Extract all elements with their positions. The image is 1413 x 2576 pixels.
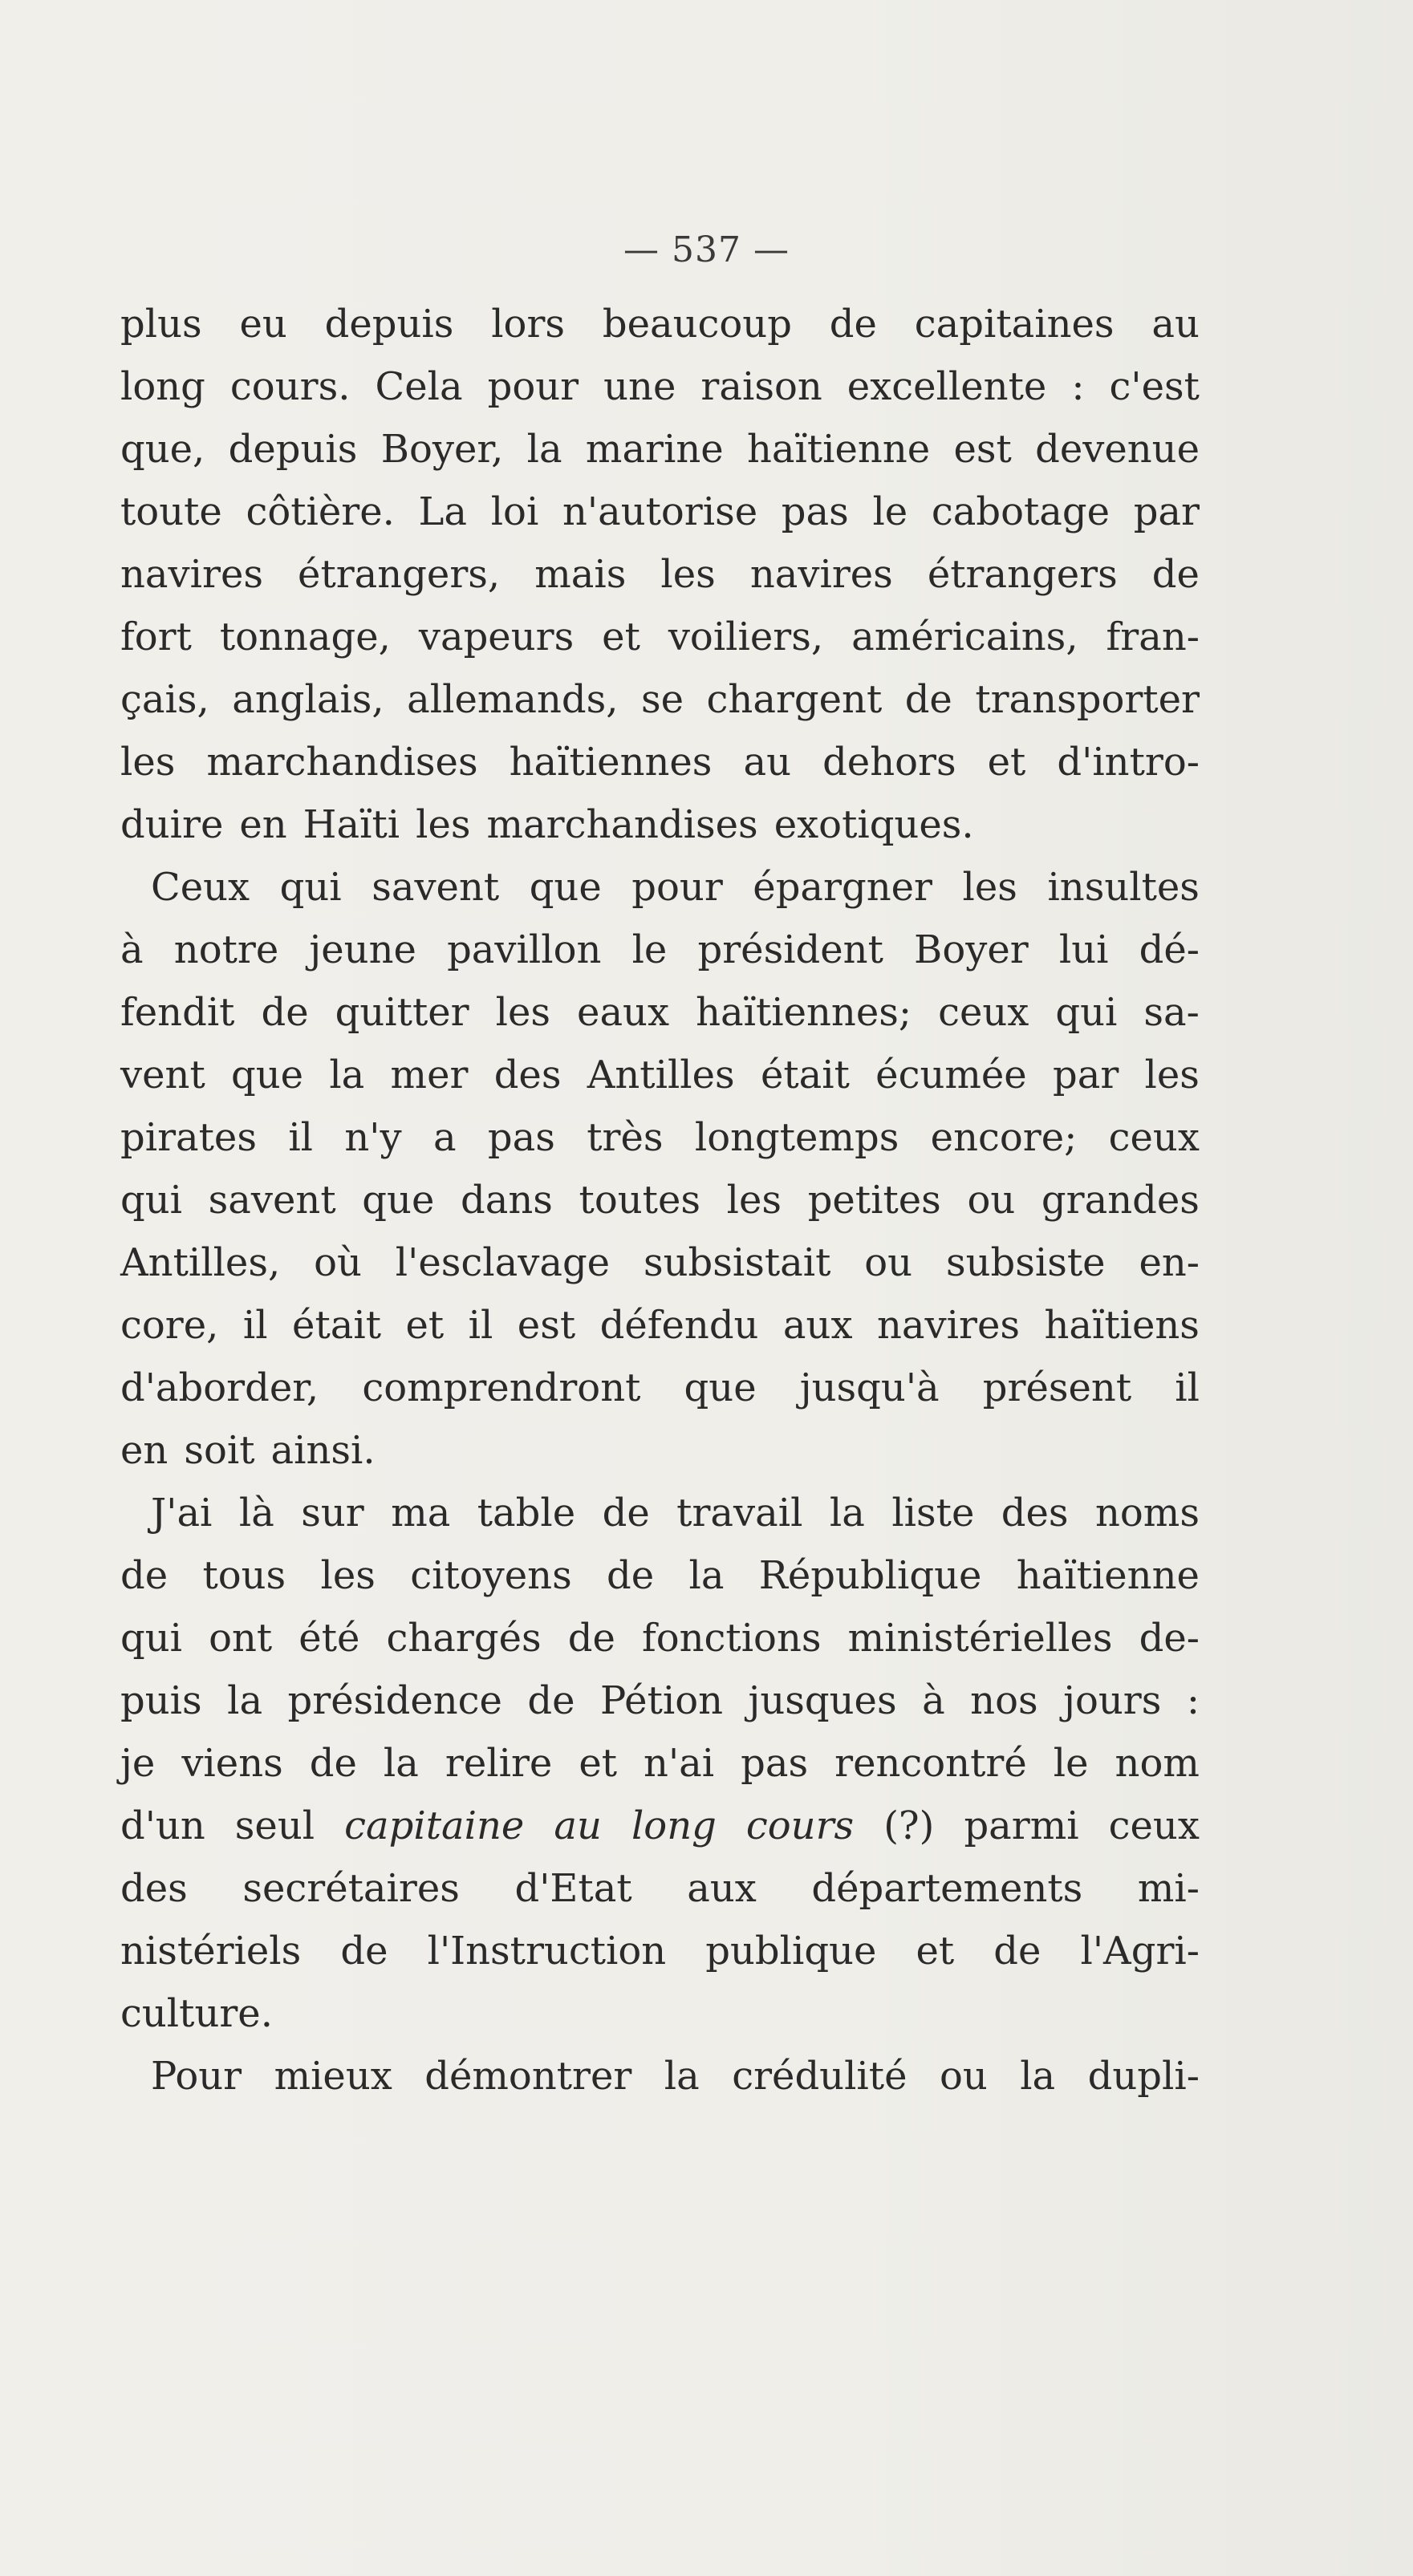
word: de xyxy=(602,1491,650,1535)
word: qui xyxy=(120,1616,182,1661)
word: de xyxy=(309,1741,357,1786)
word: président xyxy=(697,927,883,972)
word: et xyxy=(602,615,640,659)
text-line xyxy=(120,1920,1200,1982)
word: notre xyxy=(173,927,279,972)
word: de- xyxy=(1139,1616,1200,1661)
word: que xyxy=(231,1053,304,1097)
word: nistériels xyxy=(120,1929,302,1974)
word: départements xyxy=(811,1866,1083,1911)
text-line xyxy=(120,793,1200,856)
word: Antilles xyxy=(587,1053,735,1097)
word: ceux xyxy=(938,990,1029,1035)
word: petites xyxy=(807,1178,941,1223)
word: cours. xyxy=(229,364,351,409)
word: il xyxy=(1175,1365,1200,1410)
word: savent xyxy=(372,865,500,910)
word: mer xyxy=(390,1053,469,1097)
word: exotiques. xyxy=(773,802,974,847)
word: haïtienne xyxy=(746,427,931,472)
word: citoyens xyxy=(410,1553,572,1598)
text-line xyxy=(120,856,1200,919)
word: de xyxy=(120,1553,169,1598)
word: se xyxy=(641,677,684,722)
text-line xyxy=(120,1294,1200,1357)
word: pas xyxy=(781,489,849,534)
word: toutes xyxy=(579,1178,700,1223)
word: qui xyxy=(120,1178,182,1223)
word: grandes xyxy=(1041,1178,1200,1223)
word: excellente xyxy=(847,364,1047,409)
word: l'Instruction xyxy=(427,1929,667,1974)
text-line xyxy=(120,1482,1200,1544)
word: et xyxy=(916,1929,955,1974)
word: la xyxy=(329,1053,365,1097)
word: une xyxy=(603,364,676,409)
word: transporter xyxy=(975,677,1200,722)
word: d'intro- xyxy=(1057,740,1200,785)
word: jeune xyxy=(309,927,416,972)
word: et xyxy=(987,740,1026,785)
word: La xyxy=(418,489,468,534)
word: loi xyxy=(490,489,539,534)
word: n'ai xyxy=(644,1741,715,1786)
word: vapeurs xyxy=(418,615,575,659)
word: de xyxy=(340,1929,388,1974)
word: en xyxy=(239,802,287,847)
text-line xyxy=(120,418,1200,481)
word: été xyxy=(298,1616,360,1661)
word: les xyxy=(416,802,471,847)
word: vent xyxy=(120,1053,205,1097)
word: la xyxy=(227,1678,263,1723)
word: et xyxy=(405,1303,445,1348)
word: au xyxy=(1151,302,1200,347)
word: haïtiennes xyxy=(509,740,713,785)
word: fendit xyxy=(120,990,235,1035)
word: navires xyxy=(120,552,263,597)
word: lors xyxy=(491,302,566,347)
word: n'autorise xyxy=(562,489,758,534)
word: seul xyxy=(234,1803,315,1848)
word: fran- xyxy=(1106,615,1200,659)
word: par xyxy=(1133,489,1200,534)
word: eaux xyxy=(577,990,670,1035)
word: table xyxy=(477,1491,576,1535)
word: de xyxy=(829,302,877,347)
word: pour xyxy=(487,364,579,409)
word: étrangers xyxy=(927,552,1118,597)
word: des xyxy=(120,1866,188,1911)
word: Boyer, xyxy=(380,427,504,472)
word: depuis xyxy=(228,427,358,472)
word: core, xyxy=(120,1303,219,1348)
text-line xyxy=(120,606,1200,668)
word: que xyxy=(684,1365,757,1410)
word: duire xyxy=(120,802,224,847)
word: tonnage, xyxy=(219,615,391,659)
word: qui xyxy=(279,865,342,910)
word: a xyxy=(432,1115,457,1160)
word: puis xyxy=(120,1678,202,1723)
text-line xyxy=(120,1607,1200,1669)
word: la xyxy=(664,2054,700,2099)
text-line xyxy=(120,481,1200,543)
word: Boyer xyxy=(914,927,1029,972)
word: de xyxy=(261,990,309,1035)
word: marchandises xyxy=(486,802,758,847)
word: subsiste xyxy=(945,1240,1106,1285)
text-line xyxy=(120,731,1200,793)
word: : xyxy=(1186,1678,1200,1723)
text-line xyxy=(120,355,1200,418)
word: ou xyxy=(864,1240,913,1285)
text-line xyxy=(120,2045,1200,2107)
word: marine xyxy=(585,427,724,472)
text-line xyxy=(120,1544,1200,1607)
text-line xyxy=(120,1669,1200,1732)
word: ou xyxy=(939,2054,988,2099)
word: les xyxy=(660,552,716,597)
word: les xyxy=(1144,1053,1200,1097)
word: présent xyxy=(982,1365,1132,1410)
word: mais xyxy=(534,552,627,597)
word: toute xyxy=(120,489,222,534)
word: fonctions xyxy=(641,1616,822,1661)
word: encore; xyxy=(930,1115,1078,1160)
word: où xyxy=(314,1240,362,1285)
word: c'est xyxy=(1109,364,1200,409)
word: et xyxy=(579,1741,618,1786)
word: épargner xyxy=(753,865,932,910)
word: jours xyxy=(1063,1678,1162,1723)
word: secrétaires xyxy=(242,1866,460,1911)
word: la xyxy=(383,1741,419,1786)
word: Pétion xyxy=(600,1678,724,1723)
word: de xyxy=(567,1616,615,1661)
word: les xyxy=(962,865,1017,910)
word: dé- xyxy=(1139,927,1200,972)
word: défendu xyxy=(599,1303,759,1348)
word: pour xyxy=(631,865,723,910)
word: République xyxy=(758,1553,982,1598)
word: ceux xyxy=(1108,1803,1200,1848)
word: haïtiennes; xyxy=(696,990,912,1035)
word: Antilles, xyxy=(120,1240,281,1285)
word: haïtienne xyxy=(1016,1553,1200,1598)
word: de xyxy=(993,1929,1041,1974)
text-line xyxy=(120,1231,1200,1294)
word: dupli- xyxy=(1087,2054,1200,2099)
word: travail xyxy=(676,1491,803,1535)
word: marchandises xyxy=(206,740,478,785)
text-line xyxy=(120,919,1200,981)
word: ceux xyxy=(1108,1115,1200,1160)
word: est xyxy=(517,1303,576,1348)
word: très xyxy=(587,1115,664,1160)
text-line xyxy=(120,1357,1200,1419)
word: qui xyxy=(1055,990,1118,1035)
text-line xyxy=(120,668,1200,731)
word: capitaine xyxy=(344,1803,525,1848)
word: subsistait xyxy=(643,1240,831,1285)
word: américains, xyxy=(851,615,1078,659)
text-line xyxy=(120,1795,1200,1857)
word: de xyxy=(607,1553,655,1598)
body-text xyxy=(120,293,1200,2107)
word: beaucoup xyxy=(602,302,792,347)
word: viens xyxy=(181,1741,283,1786)
word: capitaines xyxy=(914,302,1115,347)
word: des xyxy=(493,1053,562,1097)
word: ainsi. xyxy=(270,1428,376,1473)
word: chargés xyxy=(386,1616,542,1661)
word: dehors xyxy=(822,740,956,785)
word: savent xyxy=(208,1178,336,1223)
word: allemands, xyxy=(407,677,619,722)
word: : xyxy=(1071,364,1085,409)
word: J'ai xyxy=(151,1491,213,1535)
word: liste xyxy=(891,1491,975,1535)
word: culture. xyxy=(120,1991,273,2036)
text-line xyxy=(120,1169,1200,1231)
word: publique xyxy=(705,1929,877,1974)
word: pas xyxy=(741,1741,809,1786)
word: tous xyxy=(202,1553,286,1598)
word: en- xyxy=(1139,1240,1200,1285)
text-line xyxy=(120,1982,1200,2045)
word: démontrer xyxy=(424,2054,632,2099)
word: de xyxy=(1151,552,1200,597)
text-line xyxy=(120,293,1200,355)
page-number: — 537 — xyxy=(623,229,790,270)
word: le xyxy=(872,489,908,534)
word: depuis xyxy=(324,302,454,347)
word: comprendront xyxy=(362,1365,641,1410)
word: présidence xyxy=(287,1678,502,1723)
word: l'Agri- xyxy=(1080,1929,1200,1974)
word: rencontré xyxy=(834,1741,1027,1786)
word: quitter xyxy=(335,990,469,1035)
word: à xyxy=(922,1678,945,1723)
word: en xyxy=(120,1428,169,1473)
word: de xyxy=(904,677,952,722)
text-line xyxy=(120,1732,1200,1795)
word: navires xyxy=(877,1303,1020,1348)
word: la xyxy=(829,1491,865,1535)
word: écumée xyxy=(875,1053,1027,1097)
word: fort xyxy=(120,615,192,659)
word: Ceux xyxy=(151,865,250,910)
word: d'Etat xyxy=(514,1866,632,1911)
word: à xyxy=(120,927,144,972)
word: la xyxy=(688,1553,725,1598)
word: les xyxy=(320,1553,376,1598)
word: d'aborder, xyxy=(120,1365,319,1410)
word: devenue xyxy=(1035,427,1200,472)
word: au xyxy=(743,740,792,785)
text-line xyxy=(120,543,1200,606)
word: long xyxy=(120,364,205,409)
word: mieux xyxy=(274,2054,392,2099)
word: voiliers, xyxy=(668,615,824,659)
word: raison xyxy=(700,364,822,409)
word: l'esclavage xyxy=(395,1240,611,1285)
word: sur xyxy=(301,1491,364,1535)
word: je xyxy=(120,1741,156,1786)
word: chargent xyxy=(706,677,883,722)
word: haïtiens xyxy=(1044,1303,1200,1348)
word: au xyxy=(554,1803,602,1848)
word: soit xyxy=(184,1428,255,1473)
word: pavillon xyxy=(447,927,602,972)
word: le xyxy=(1053,1741,1089,1786)
word: parmi xyxy=(964,1803,1079,1848)
word: Haïti xyxy=(302,802,400,847)
word: insultes xyxy=(1047,865,1200,910)
word: longtemps xyxy=(694,1115,899,1160)
word: des xyxy=(1001,1491,1069,1535)
word: aux xyxy=(782,1303,853,1348)
word: cabotage xyxy=(931,489,1111,534)
word: plus xyxy=(120,302,202,347)
word: anglais, xyxy=(232,677,384,722)
word: d'un xyxy=(120,1803,205,1848)
word: n'y xyxy=(344,1115,402,1160)
word: navires xyxy=(749,552,893,597)
word: Cela xyxy=(375,364,463,409)
word: ont xyxy=(209,1616,273,1661)
word: sa- xyxy=(1143,990,1200,1035)
word: pirates xyxy=(120,1115,257,1160)
word: les xyxy=(120,740,176,785)
word: çais, xyxy=(120,677,209,722)
word: ma xyxy=(391,1491,451,1535)
word: Pour xyxy=(151,2054,242,2099)
word: long xyxy=(631,1803,717,1848)
word: était xyxy=(760,1053,850,1097)
word: était xyxy=(292,1303,381,1348)
word: il xyxy=(242,1303,268,1348)
text-line xyxy=(120,1106,1200,1169)
word: ministérielles xyxy=(847,1616,1113,1661)
word: (?) xyxy=(883,1803,935,1848)
word: la xyxy=(1020,2054,1056,2099)
word: par xyxy=(1052,1053,1119,1097)
word: que xyxy=(362,1178,435,1223)
text-line xyxy=(120,1419,1200,1482)
word: ou xyxy=(967,1178,1016,1223)
word: il xyxy=(288,1115,314,1160)
word: relire xyxy=(445,1741,553,1786)
word: nom xyxy=(1115,1741,1200,1786)
word: aux xyxy=(687,1866,757,1911)
word: là xyxy=(238,1491,274,1535)
word: il xyxy=(468,1303,493,1348)
word: eu xyxy=(239,302,287,347)
word: cours xyxy=(745,1803,855,1848)
word: que xyxy=(529,865,602,910)
word: que, xyxy=(120,427,205,472)
word: les xyxy=(726,1178,782,1223)
word: pas xyxy=(487,1115,555,1160)
word: mi- xyxy=(1137,1866,1200,1911)
word: noms xyxy=(1094,1491,1200,1535)
word: jusques xyxy=(748,1678,897,1723)
text-line xyxy=(120,981,1200,1044)
word: les xyxy=(495,990,550,1035)
word: côtière. xyxy=(246,489,395,534)
word: le xyxy=(631,927,668,972)
word: dans xyxy=(461,1178,553,1223)
word: étrangers, xyxy=(298,552,501,597)
word: la xyxy=(526,427,562,472)
word: est xyxy=(953,427,1012,472)
text-line xyxy=(120,1857,1200,1920)
word: jusqu'à xyxy=(799,1365,940,1410)
word: nos xyxy=(970,1678,1038,1723)
word: crédulité xyxy=(732,2054,907,2099)
word: de xyxy=(527,1678,575,1723)
text-line xyxy=(120,1044,1200,1106)
word: lui xyxy=(1058,927,1109,972)
